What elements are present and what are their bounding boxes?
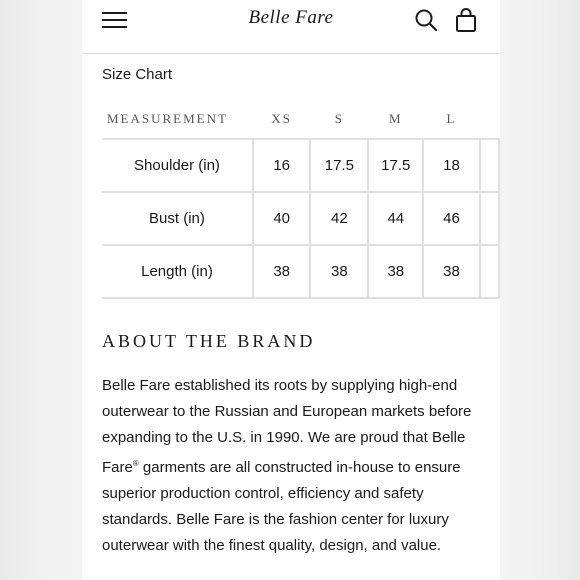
table-row [102,245,499,298]
table-cell: 16 [253,139,310,192]
site-header [82,0,500,54]
table-header-row [102,100,499,139]
table-cell-clipped [480,192,499,245]
table-cell: 42 [310,192,368,245]
shopping-bag-icon [454,7,478,33]
search-button[interactable] [414,8,438,32]
table-cell: 17.5 [310,139,368,192]
row-label: Length (in) [102,245,253,298]
search-icon [414,8,438,32]
table-row [102,192,499,245]
table-cell-clipped [480,139,499,192]
table-cell: 46 [423,192,479,245]
table-cell: 38 [368,245,423,298]
table-cell-clipped [480,245,499,298]
column-header-l: L [446,111,457,126]
cart-button[interactable] [454,7,478,33]
table-cell: 18 [423,139,479,192]
column-header-m: M [389,111,403,126]
column-header-xl-clipped [480,100,499,139]
about-brand-text [102,373,494,559]
column-header-s: S [334,111,344,126]
size-chart-title: Size Chart [102,66,173,83]
about-brand-heading: ABOUT THE BRAND [102,331,316,351]
about-text-part-1: Belle Fare established its roots by supplying high-end outerwear to the Russian and European markets before expanding to the U.S. in 1990. We are proud that Belle Fare [102,377,472,476]
column-header-xs: XS [271,111,292,126]
row-label: Bust (in) [102,192,253,245]
table-cell: 38 [253,245,310,298]
about-text-part-2: garments are all constructed in-house to ensure superior production control, efficiency and safety standards. Belle Fare is the fashion center for luxury outerwear with the finest quality, design, and value. [102,459,461,554]
trademark-symbol: ® [132,459,139,468]
table-cell: 38 [423,245,479,298]
mobile-screen [82,0,500,580]
table-cell: 40 [253,192,310,245]
row-label: Shoulder (in) [102,139,253,192]
table-cell: 44 [368,192,423,245]
column-header-measurement: MEASUREMENT [107,111,228,126]
table-cell: 17.5 [368,139,423,192]
table-row [102,139,499,192]
table-cell: 38 [310,245,368,298]
size-chart-table [102,100,500,299]
brand-logo[interactable]: Belle Fare [248,7,334,28]
